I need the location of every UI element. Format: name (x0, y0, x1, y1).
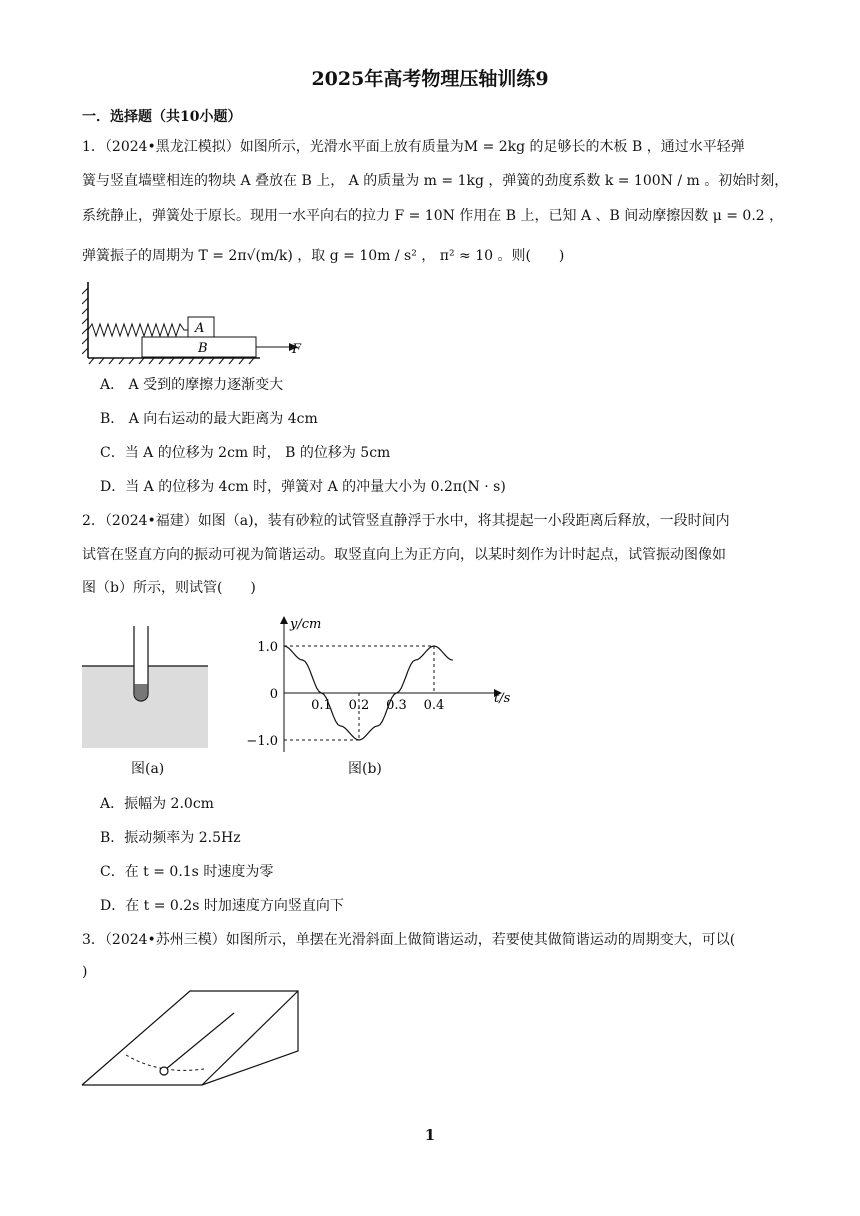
pendulum-string (166, 1013, 234, 1069)
x-tick-label: 0.4 (423, 698, 445, 713)
y-tick-label: −1.0 (246, 734, 278, 749)
x-tick-label: 0.2 (348, 698, 370, 713)
q2-line-3: 图（b）所示，则试管( ) (82, 580, 256, 596)
force-label: F (292, 342, 302, 357)
q2-option-a: A．振幅为 2.0cm (100, 796, 214, 812)
q1-option-a: A． A 受到的摩擦力逐渐变大 (100, 377, 284, 393)
oscillation-chart (240, 612, 520, 760)
y-axis-label: y/cm (290, 617, 322, 632)
q2-option-c: C．在 t = 0.1s 时速度为零 (100, 864, 274, 880)
y-tick-label: 1.0 (257, 640, 278, 655)
q1-option-c: C．当 A 的位移为 2cm 时， B 的位移为 5cm (100, 445, 391, 461)
q2-line-2: 试管在竖直方向的振动可视为简谐运动。取竖直向上为正方向，以某时刻作为计时起点，试管振动图像如 (82, 547, 726, 563)
board-b-label: B (198, 341, 208, 356)
q1-option-b: B． A 向右运动的最大距离为 4cm (100, 411, 318, 427)
x-tick-label: 0.3 (386, 698, 407, 713)
spring-block-figure (82, 280, 322, 366)
q3-line-2: ) (82, 964, 88, 980)
x-axis-label: t/s (494, 691, 511, 706)
pendulum-bob (160, 1067, 168, 1075)
q2-option-d: D．在 t = 0.2s 时加速度方向竖直向下 (100, 898, 344, 914)
section-heading: 一．选择题（共10小题） (82, 109, 242, 125)
q2-option-b: B．振动频率为 2.5Hz (100, 830, 241, 846)
q2-line-1: 2．（2024•福建）如图（a)，装有砂粒的试管竖直静浮于水中，将其提起一小段距离后释放，一段时间内 (82, 513, 730, 529)
q1-line-1: 1．（2024•黑龙江模拟）如图所示，光滑水平面上放有质量为M = 2kg 的足够长的木板 B ，通过水平轻弹 (82, 139, 745, 155)
x-tick-label: 0.1 (311, 698, 332, 713)
page-title: 2025年高考物理压轴训练9 (311, 68, 549, 90)
block-a-label: A (195, 321, 205, 336)
q1-line-2: 簧与竖直墙壁相连的物块 A 叠放在 B 上， A 的质量为 m = 1kg ，弹簧的劲度系数 k = 100N / m 。初始时刻， (82, 173, 789, 189)
figure-a-caption: 图(a) (131, 761, 165, 777)
spring (88, 324, 188, 336)
figure-b-caption: 图(b) (348, 761, 382, 777)
q3-line-1: 3．（2024•苏州三模）如图所示，单摆在光滑斜面上做简谐运动，若要使其做简谐运动的周期变大，可以( (82, 932, 736, 948)
y-tick-label: 0 (269, 687, 278, 702)
inclined-pendulum-figure (80, 985, 320, 1095)
q1-line-3: 系统静止，弹簧处于原长。现用一水平向右的拉力 F = 10N 作用在 B 上，已知 A 、B 间动摩擦因数 μ = 0.2 ， (82, 208, 784, 224)
page-number: 1 (424, 1126, 436, 1144)
q1-line-4: 弹簧振子的周期为 T = 2π√(m/k) ，取 g = 10m / s² ， π² ≈ 10 。则( ) (82, 248, 565, 264)
q1-option-d: D．当 A 的位移为 4cm 时，弹簧对 A 的冲量大小为 0.2π(N · s) (100, 479, 506, 495)
test-tube-figure (82, 622, 212, 752)
